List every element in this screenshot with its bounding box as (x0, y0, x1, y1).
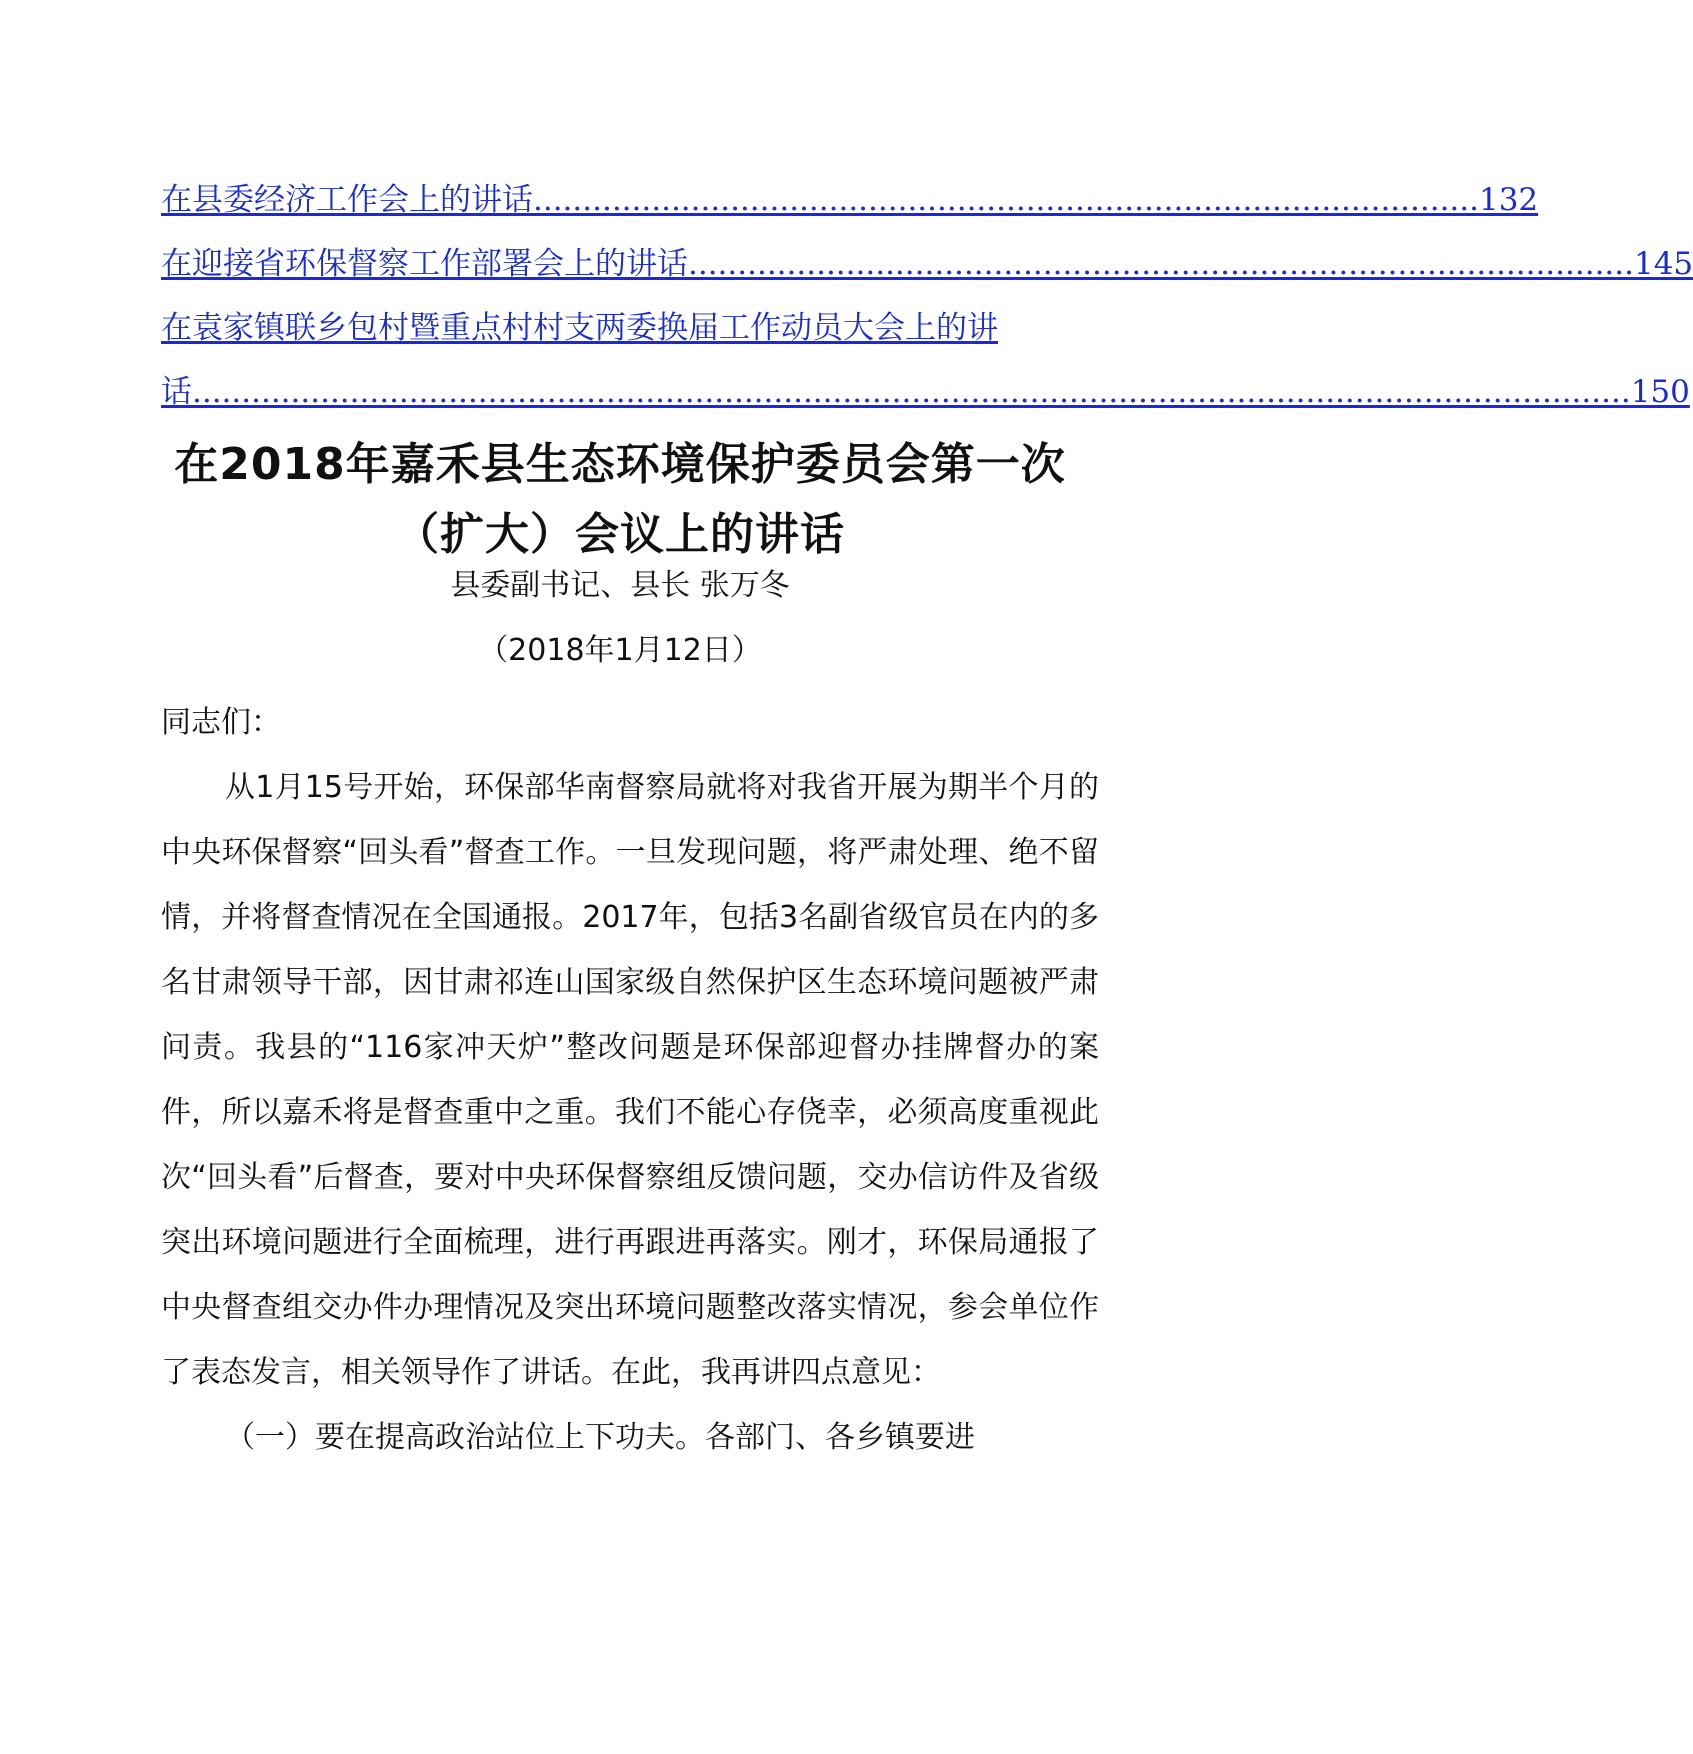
toc-leader-dots: ................................................................................................ (533, 182, 1479, 218)
toc-leader-dots: .................................................................................................................................................. (192, 374, 1631, 410)
document-title-line-2: （扩大）会议上的讲话 (395, 509, 845, 560)
toc-entry-title-tail: 话 (161, 374, 192, 410)
toc-entry[interactable] (161, 232, 1693, 296)
body-paragraph: （一）要在提高政治站位上下功夫。各部门、各乡镇要进 (225, 1420, 975, 1455)
speech-body (161, 690, 1099, 1470)
body-paragraph: 从1月15号开始，环保部华南督察局就将对我省开展为期半个月的中央环保督察“回头看”督查工作。一旦发现问题，将严肃处理、绝不留情，并将督查情况在全国通报。2017年，包括3名副省级官员在内的多名甘肃领导干部，因甘肃祁连山国家级自然保护区生态环境问题被严肃问责。我县的“116家冲天炉”整改问题是环保部迎督办挂牌督办的案件，所以嘉禾将是督查重中之重。我们不能心存侥幸，必须高度重视此次“回头看”后督查，要对中央环保督察组反馈问题，交办信访件及省级突出环境问题进行全面梳理，进行再跟进再落实。刚才，环保局通报了中央督查组交办件办理情况及突出环境问题整改落实情况，参会单位作了表态发言，相关领导作了讲话。在此，我再讲四点意见： (161, 770, 1099, 1390)
document-title-line-1: 在2018年嘉禾县生态环境保护委员会第一次 (174, 439, 1066, 490)
toc-entry-title: 在迎接省环保督察工作部署会上的讲话 (161, 246, 688, 282)
toc-page-number: 150 (1630, 374, 1690, 410)
toc-entry[interactable] (161, 168, 1539, 232)
table-of-contents (161, 168, 1693, 424)
toc-entry-title: 在县委经济工作会上的讲话 (161, 182, 533, 218)
salutation: 同志们： (161, 705, 281, 740)
speech-date: （2018年1月12日） (478, 633, 762, 668)
toc-page-number: 132 (1478, 182, 1539, 218)
toc-entry[interactable] (161, 296, 1690, 424)
toc-entry-title-continued (161, 360, 1690, 424)
toc-entry-title: 在袁家镇联乡包村暨重点村村支两委换届工作动员大会上的讲 (161, 310, 998, 346)
document-title (120, 430, 1120, 570)
toc-page-number: 145 (1633, 246, 1693, 282)
speaker-byline: 县委副书记、县长 张万冬 (450, 568, 790, 603)
toc-leader-dots: ................................................................................................ (688, 246, 1634, 282)
